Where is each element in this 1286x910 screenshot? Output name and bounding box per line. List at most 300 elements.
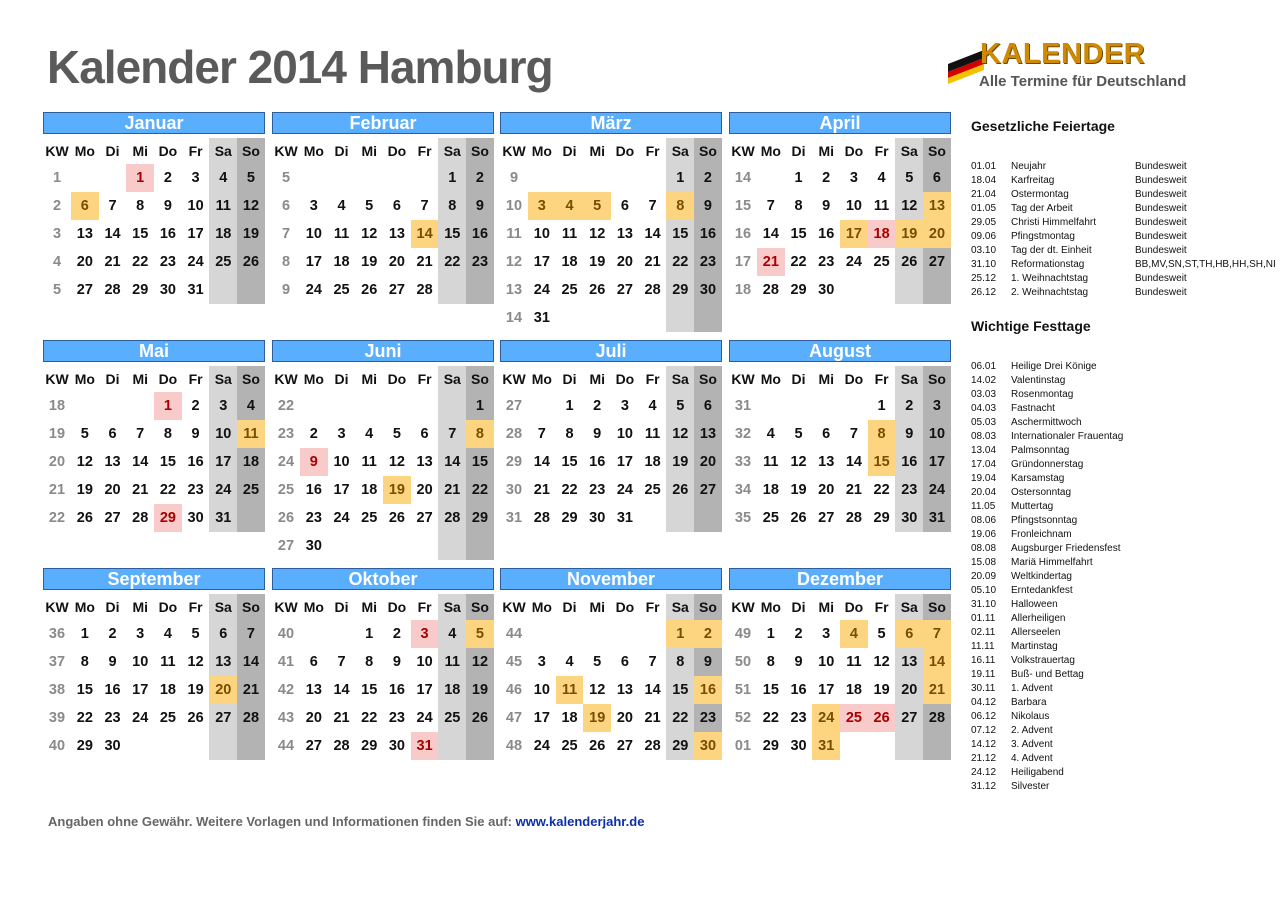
day-cell: 17: [923, 448, 951, 476]
day-cell: 8: [666, 648, 694, 676]
week-number: 25: [277, 482, 295, 498]
festival-name: Palmsonntag: [1011, 445, 1070, 456]
day-cell: 1: [766, 626, 775, 642]
holiday-date: 18.04: [971, 175, 997, 186]
day-cell: 17: [533, 254, 550, 270]
weekday-header: Sa: [209, 366, 237, 392]
holiday-date: 03.10: [971, 245, 997, 256]
day-cell: 3: [337, 426, 346, 442]
day-cell: 22: [361, 710, 378, 726]
holiday-name: Neujahr: [1011, 161, 1047, 172]
festival-name: Mariä Himmelfahrt: [1011, 557, 1093, 568]
day-cell: 27: [76, 282, 93, 298]
weekday-header: Di: [105, 599, 120, 615]
day-cell: 25: [333, 282, 350, 298]
day-cell: 21: [416, 254, 433, 270]
month-header: November: [500, 568, 722, 590]
festival-row: [971, 430, 1286, 444]
weekday-header: Fr: [188, 599, 203, 615]
day-cell: [868, 732, 896, 760]
week-number: 17: [734, 254, 752, 270]
day-cell: 4: [163, 626, 172, 642]
day-cell: 24: [333, 510, 350, 526]
festival-name: Allerheiligen: [1011, 613, 1066, 624]
footer-text: Angaben ohne Gewähr. Weitere Vorlagen und Informationen finden Sie auf:: [48, 814, 516, 829]
festival-name: 3. Advent: [1011, 739, 1053, 750]
festival-date: 07.12: [971, 725, 997, 736]
day-cell: 14: [644, 226, 661, 242]
day-cell: [383, 392, 411, 420]
day-cell: 7: [420, 198, 429, 214]
day-cell: 1: [80, 626, 89, 642]
day-cell: 1: [154, 392, 182, 420]
day-cell: 23: [818, 254, 835, 270]
day-cell: 15: [790, 226, 807, 242]
day-cell: 14: [104, 226, 121, 242]
day-cell: [328, 620, 356, 648]
day-cell: [411, 164, 439, 192]
day-cell: 11: [160, 654, 176, 670]
weekday-header: Mi: [361, 371, 377, 387]
day-cell: [438, 532, 466, 560]
day-cell: 23: [104, 710, 121, 726]
footer-link[interactable]: www.kalenderjahr.de: [515, 814, 645, 829]
day-cell: 29: [466, 504, 494, 532]
day-cell: 2: [593, 398, 602, 414]
day-cell: 2: [309, 426, 318, 442]
weekday-header: So: [237, 594, 265, 620]
legal-holiday-row: [971, 230, 1286, 244]
week-number: 27: [277, 538, 295, 554]
festival-name: Halloween: [1011, 599, 1058, 610]
festival-name: Aschermittwoch: [1011, 417, 1082, 428]
festival-row: [971, 472, 1286, 486]
week-number: 45: [505, 654, 523, 670]
holiday-region: Bundesweit: [1135, 273, 1187, 284]
week-number: 3: [52, 226, 62, 242]
legal-holiday-row: [971, 258, 1286, 272]
day-cell: 3: [191, 170, 200, 186]
month-header: Februar: [272, 112, 494, 134]
day-cell: [126, 392, 154, 420]
day-cell: 27: [616, 738, 633, 754]
festival-row: [971, 752, 1286, 766]
day-cell: 24: [305, 282, 322, 298]
day-cell: 25: [438, 704, 466, 732]
day-cell: 27: [416, 510, 433, 526]
kw-header: KW: [731, 599, 755, 615]
day-cell: 3: [209, 392, 237, 420]
festival-row: [971, 738, 1286, 752]
holiday-region: Bundesweit: [1135, 217, 1187, 228]
day-cell: 29: [873, 510, 890, 526]
festival-row: [971, 556, 1286, 570]
festival-date: 02.11: [971, 627, 996, 638]
weekday-header: Mi: [589, 371, 605, 387]
day-cell: 1: [365, 626, 374, 642]
day-cell: 23: [694, 704, 722, 732]
day-cell: 15: [438, 220, 466, 248]
day-cell: 9: [392, 654, 401, 670]
kalender-logo[interactable]: [946, 40, 1276, 100]
day-cell: 4: [209, 164, 237, 192]
day-cell: 24: [416, 710, 433, 726]
day-cell: 24: [616, 482, 633, 498]
day-cell: 1: [565, 398, 574, 414]
festivals-title: Wichtige Festtage: [971, 318, 1091, 334]
day-cell: 13: [923, 192, 951, 220]
day-cell: 11: [209, 192, 237, 220]
weekday-header: Mi: [132, 143, 148, 159]
day-cell: 9: [163, 198, 172, 214]
day-cell: [328, 164, 356, 192]
week-number: 42: [277, 682, 295, 698]
logo-tagline: Alle Termine für Deutschland: [979, 73, 1187, 90]
festival-date: 31.10: [971, 599, 997, 610]
weekday-header: Mo: [303, 143, 324, 159]
day-cell: 4: [877, 170, 886, 186]
day-cell: 27: [305, 738, 322, 754]
festival-name: 4. Advent: [1011, 753, 1053, 764]
day-cell: 30: [388, 738, 405, 754]
day-cell: [71, 392, 99, 420]
month-grid: [500, 594, 722, 760]
day-cell: 20: [616, 254, 633, 270]
day-cell: 20: [388, 254, 405, 270]
day-cell: 26: [589, 282, 606, 298]
weekday-header: Mo: [760, 143, 781, 159]
weekday-header: Do: [615, 599, 635, 615]
day-cell: 25: [840, 704, 868, 732]
day-cell: 6: [420, 426, 429, 442]
week-number: 14: [505, 310, 523, 326]
day-cell: 31: [533, 310, 550, 326]
week-number: 18: [48, 398, 66, 414]
festival-name: Internationaler Frauentag: [1011, 431, 1124, 442]
day-cell: 16: [589, 454, 606, 470]
day-cell: 20: [895, 676, 923, 704]
weekday-header: Mo: [74, 143, 95, 159]
day-cell: 23: [305, 510, 322, 526]
holiday-name: 1. Weihnachtstag: [1011, 273, 1089, 284]
festival-row: [971, 486, 1286, 500]
week-number: 41: [277, 654, 295, 670]
day-cell: 22: [132, 254, 149, 270]
festival-name: Heiligabend: [1011, 767, 1064, 778]
month-0: [43, 112, 265, 304]
day-cell: 24: [187, 254, 204, 270]
day-cell: 22: [762, 710, 779, 726]
weekday-header: Di: [791, 143, 806, 159]
day-cell: 19: [187, 682, 204, 698]
week-number: 27: [505, 398, 523, 414]
day-cell: 15: [76, 682, 93, 698]
day-cell: 6: [620, 654, 629, 670]
festival-name: Silvester: [1011, 781, 1050, 792]
festival-date: 11.11: [971, 641, 995, 652]
day-cell: 31: [812, 732, 840, 760]
footer: [48, 814, 644, 829]
day-cell: 25: [561, 738, 578, 754]
day-cell: 14: [845, 454, 862, 470]
day-cell: [528, 392, 556, 420]
day-cell: 16: [790, 682, 807, 698]
day-cell: 2: [108, 626, 117, 642]
weekday-header: Do: [158, 143, 178, 159]
week-number: 15: [734, 198, 752, 214]
holiday-date: 25.12: [971, 273, 997, 284]
day-cell: [237, 732, 265, 760]
day-cell: 10: [305, 226, 322, 242]
day-cell: 4: [648, 398, 657, 414]
day-cell: 27: [388, 282, 405, 298]
festival-date: 11.05: [971, 501, 996, 512]
day-cell: 26: [237, 248, 265, 276]
weekday-header: Di: [105, 143, 120, 159]
week-number: 35: [734, 510, 752, 526]
day-cell: 29: [561, 510, 578, 526]
day-cell: [611, 304, 639, 332]
day-cell: [639, 164, 667, 192]
weekday-header: Mi: [361, 599, 377, 615]
festival-row: [971, 724, 1286, 738]
day-cell: 25: [561, 282, 578, 298]
day-cell: 23: [466, 248, 494, 276]
day-cell: 25: [762, 510, 779, 526]
day-cell: 8: [163, 426, 172, 442]
day-cell: 7: [849, 426, 858, 442]
day-cell: 12: [187, 654, 204, 670]
day-cell: 31: [209, 504, 237, 532]
week-number: 8: [281, 254, 291, 270]
day-cell: 10: [132, 654, 149, 670]
week-number: 22: [277, 398, 295, 414]
day-cell: 22: [466, 476, 494, 504]
day-cell: 18: [438, 676, 466, 704]
weekday-header: Sa: [895, 366, 923, 392]
festival-date: 17.04: [971, 459, 997, 470]
weekday-header: Sa: [438, 138, 466, 164]
day-cell: 7: [237, 620, 265, 648]
festival-row: [971, 542, 1286, 556]
day-cell: 4: [840, 620, 868, 648]
day-cell: 28: [845, 510, 862, 526]
festival-name: Karsamstag: [1011, 473, 1065, 484]
holiday-date: 31.10: [971, 259, 997, 270]
weekday-header: Mo: [531, 371, 552, 387]
day-cell: 30: [589, 510, 606, 526]
day-cell: [438, 276, 466, 304]
day-cell: 19: [76, 482, 93, 498]
day-cell: 30: [790, 738, 807, 754]
week-number: 24: [277, 454, 295, 470]
day-cell: 15: [159, 454, 176, 470]
day-cell: 19: [666, 448, 694, 476]
day-cell: 21: [533, 482, 550, 498]
weekday-header: Do: [387, 599, 407, 615]
weekday-header: Mi: [818, 143, 834, 159]
holiday-name: Karfreitag: [1011, 175, 1055, 186]
day-cell: 9: [794, 654, 803, 670]
day-cell: [71, 164, 99, 192]
festival-date: 06.12: [971, 711, 997, 722]
day-cell: [383, 164, 411, 192]
day-cell: 26: [895, 248, 923, 276]
week-number: 13: [505, 282, 523, 298]
kw-header: KW: [731, 143, 755, 159]
week-number: 44: [277, 738, 295, 754]
day-cell: 28: [237, 704, 265, 732]
festival-date: 06.01: [971, 361, 997, 372]
day-cell: 30: [187, 510, 204, 526]
day-cell: 21: [132, 482, 149, 498]
weekday-header: Fr: [645, 371, 660, 387]
day-cell: 3: [849, 170, 858, 186]
holiday-date: 21.04: [971, 189, 997, 200]
day-cell: 23: [790, 710, 807, 726]
day-cell: 21: [644, 254, 661, 270]
festival-row: [971, 402, 1286, 416]
day-cell: [528, 620, 556, 648]
weekday-header: Do: [615, 143, 635, 159]
week-number: 31: [505, 510, 523, 526]
day-cell: 1: [466, 392, 494, 420]
kw-header: KW: [502, 143, 526, 159]
day-cell: 18: [333, 254, 350, 270]
holiday-name: Tag der dt. Einheit: [1011, 245, 1092, 256]
day-cell: 10: [923, 420, 951, 448]
day-cell: 24: [845, 254, 862, 270]
day-cell: 23: [388, 710, 405, 726]
festival-row: [971, 668, 1286, 682]
festival-date: 14.02: [971, 375, 997, 386]
festival-row: [971, 766, 1286, 780]
day-cell: 19: [237, 220, 265, 248]
month-2: [500, 112, 722, 332]
week-number: 32: [734, 426, 752, 442]
festival-row: [971, 514, 1286, 528]
month-grid: [500, 138, 722, 332]
festival-date: 31.12: [971, 781, 997, 792]
month-1: [272, 112, 494, 304]
weekday-header: Fr: [417, 143, 432, 159]
day-cell: 14: [533, 454, 550, 470]
day-cell: [694, 304, 722, 332]
day-cell: 28: [923, 704, 951, 732]
week-number: 44: [505, 626, 523, 642]
day-cell: 11: [438, 648, 466, 676]
day-cell: 15: [666, 220, 694, 248]
festival-row: [971, 584, 1286, 598]
day-cell: 21: [104, 254, 121, 270]
day-cell: [694, 504, 722, 532]
day-cell: 2: [694, 164, 722, 192]
weekday-header: Fr: [645, 599, 660, 615]
day-cell: 5: [794, 426, 803, 442]
day-cell: 12: [589, 682, 606, 698]
week-number: 21: [48, 482, 66, 498]
day-cell: 24: [533, 282, 550, 298]
day-cell: 18: [762, 482, 779, 498]
weekday-header: Mi: [818, 371, 834, 387]
day-cell: 20: [104, 482, 121, 498]
week-number: 48: [505, 738, 523, 754]
week-number: 38: [48, 682, 66, 698]
holiday-region: Bundesweit: [1135, 203, 1187, 214]
day-cell: 16: [388, 682, 405, 698]
month-grid: [272, 366, 494, 560]
day-cell: 30: [104, 738, 121, 754]
day-cell: 6: [620, 198, 629, 214]
festival-date: 15.08: [971, 557, 997, 568]
day-cell: 19: [383, 476, 411, 504]
day-cell: 20: [76, 254, 93, 270]
month-header: März: [500, 112, 722, 134]
day-cell: 16: [694, 676, 722, 704]
weekday-header: Di: [334, 371, 349, 387]
day-cell: 5: [593, 654, 602, 670]
day-cell: 14: [411, 220, 439, 248]
festival-name: Pfingstsonntag: [1011, 515, 1078, 526]
week-number: 9: [281, 282, 291, 298]
day-cell: 7: [438, 420, 466, 448]
day-cell: 23: [159, 254, 176, 270]
day-cell: 8: [868, 420, 896, 448]
day-cell: 12: [388, 454, 405, 470]
festival-date: 14.12: [971, 739, 997, 750]
weekday-header: Sa: [438, 366, 466, 392]
festivals-list: [971, 360, 1286, 794]
day-cell: 11: [361, 454, 377, 470]
week-number: 14: [734, 170, 752, 186]
week-number: 6: [281, 198, 291, 214]
day-cell: 9: [466, 192, 494, 220]
holiday-region: Bundesweit: [1135, 175, 1187, 186]
day-cell: 6: [923, 164, 951, 192]
day-cell: [556, 304, 584, 332]
weekday-header: So: [466, 594, 494, 620]
day-cell: 8: [136, 198, 145, 214]
day-cell: 19: [790, 482, 807, 498]
day-cell: 10: [333, 454, 350, 470]
day-cell: 5: [365, 198, 374, 214]
day-cell: 17: [132, 682, 149, 698]
weekday-header: Do: [158, 599, 178, 615]
day-cell: 18: [845, 682, 862, 698]
weekday-header: Fr: [874, 599, 889, 615]
day-cell: 10: [187, 198, 204, 214]
day-cell: 7: [923, 620, 951, 648]
month-header: Dezember: [729, 568, 951, 590]
festival-date: 05.03: [971, 417, 997, 428]
day-cell: 2: [392, 626, 401, 642]
month-5: [272, 340, 494, 560]
day-cell: [583, 164, 611, 192]
holiday-name: Christi Himmelfahrt: [1011, 217, 1097, 228]
day-cell: 27: [694, 476, 722, 504]
day-cell: 16: [159, 226, 176, 242]
day-cell: 20: [923, 220, 951, 248]
day-cell: [666, 304, 694, 332]
festival-name: Heilige Drei Könige: [1011, 361, 1097, 372]
week-number: 51: [734, 682, 752, 698]
weekday-header: Mi: [132, 599, 148, 615]
festival-name: Fastnacht: [1011, 403, 1055, 414]
day-cell: 3: [136, 626, 145, 642]
festival-date: 19.11: [971, 669, 996, 680]
month-header: Juni: [272, 340, 494, 362]
day-cell: 3: [620, 398, 629, 414]
